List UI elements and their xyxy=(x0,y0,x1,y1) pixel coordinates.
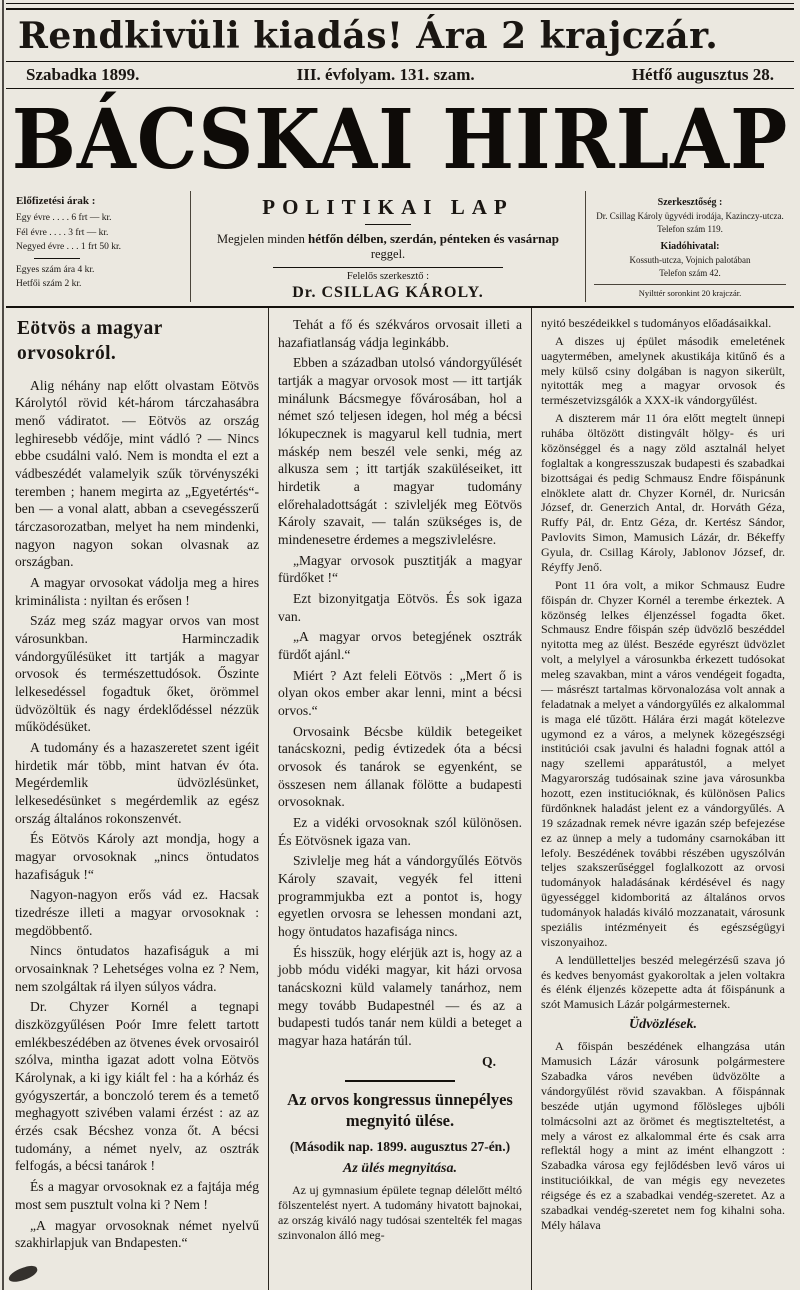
article-headline: Az orvos kongressus ünnepélyes megnyitó ülése. xyxy=(287,1090,513,1131)
publisher-office-line: Telefon szám 42. xyxy=(659,268,721,279)
paragraph: „A magyar orvos betegjének osztrák fürdőt ajánl.“ xyxy=(278,629,522,662)
header-center xyxy=(191,191,585,302)
editorial-office-line: Dr. Csillag Károly ügyvédi irodája, Kazinczy-utcza. xyxy=(596,211,784,222)
paragraph: Ebben a században utolsó vándorgyűlését tartják a magyar orvosok most — itt tartják minálunk Bácsmegye fővárosában, hol a német szó teljesen idegen, hol még a bécsi lókupecznek is magyarul kell tudnia, mert máskép nem beszél vele senki, még az alkusza sem ; itt tartják szaküléseiket, itt hirdetik a magyar tudomány előrehaladottságát : szivleljék meg Eötvös Károly szavait, — talán szükséges is, de mindenesetre érdemes a megszivlelésre. xyxy=(278,355,522,547)
section-heading: Az ülés megnyitása. xyxy=(343,1161,457,1177)
publisher-office-line: Kossuth-utcza, Vojnich palotában xyxy=(629,255,751,265)
paragraph: A főispán beszédének elhangzása után Mamusich Lázár városunk polgármestere Szabadka város nevében üdvözölte a vándorgyűlést rövid szavakban. A főispánnak beszéde utján ugymond főlösleges ujbóli tolmácsolni azt az örömet és megtiszteltetést, a mely a várost ez alkalommal érte és csak arra reflektál hogy a mint az imént elhangzott : Szabadka városa egy fejlődésben levő város ui institucióikkal, de van mégis egy nevezetes réigsége és ez a szabadkai vendég-szeretet. Az a szabadkai vendég-szeretet nem fog kihalni soha. Mély hálava xyxy=(541,1039,785,1232)
paragraph: „Magyar orvosok pusztitják a magyar fürdőket !“ xyxy=(278,552,522,586)
header-info-row xyxy=(6,191,794,308)
small-divider-rule xyxy=(273,267,503,268)
article-dateline: (Második nap. 1899. augusztus 27-én.) xyxy=(289,1138,511,1154)
schedule-prefix: Megjelen minden xyxy=(217,231,308,246)
paragraph: A magyar orvosokat vádolja meg a hires kriminálista : nyiltan és erősen ! xyxy=(15,574,259,608)
subscription-box xyxy=(6,191,191,302)
subscription-line: Hetfői szám 2 kr. xyxy=(16,279,82,290)
dateline-issue: III. évfolyam. 131. szam. xyxy=(296,65,475,85)
paragraph: És hisszük, hogy elérjük azt is, hogy az a jobb módu vidéki magyar, kit házi orvosa tanácskozni küld valamely tanárhoz, nem megy tovább Budapestnél — és az a budapesti tudós tanár nem küldi a beteget a magyar haza határán túl. xyxy=(278,944,522,1049)
paragraph: Szivlelje meg hát a vándorgyűlés Eötvös Károly szavait, vegyék fel itteni programmjukba ezt a pontot is, hogy egyetlen orvosra se lehessen mondani azt, hogy öntudatos hazafisága nincs. xyxy=(278,853,522,940)
publication-schedule xyxy=(199,231,577,262)
top-border-rules xyxy=(6,3,794,10)
column-2 xyxy=(269,308,531,1290)
paragraph: Nagyon-nagyon erős vád ez. Hacsak tizedrésze illeti a magyar orvosoknak : megdöbbentő. xyxy=(15,887,259,938)
column-3 xyxy=(532,308,794,1290)
editorial-office-title: Szerkesztőség : xyxy=(657,196,723,208)
paragraph: És Eötvös Károly azt mondja, hogy a magyar orvosoknak „nincs öntudatos hazafiságuk !“ xyxy=(15,831,259,882)
article-columns xyxy=(6,308,794,1290)
paragraph: Dr. Chyzer Kornél a tegnapi diszközgyűlésen Poór Imre felett tartott emlékbeszédében az ötvenes évek orvosairól szólva, mintha igazat adott volna Eötvös Károlynak, a ki igy kiált fel : ha a kórház és gyógyszertár, a bonczoló terem és a temető meghagyott szivében valami érzést : az az érzés csak Bécshez vonza őt. A bécsi tudomány, a német nyelv, az osztrák felfogás, a bécsi tanárok ! xyxy=(15,999,259,1174)
schedule-suffix: reggel. xyxy=(370,246,406,261)
editor-name: Dr. CSILLAG KÁROLY. xyxy=(292,283,484,301)
paragraph: Pont 11 óra volt, a mikor Schmausz Eudre főispán dr. Chyzer Kornél a terembe érkeztek. A közönség lelkes éljenzéssel fogadta őket. Schmausz Endre főispán szép üdvözlő beszéddel nyitotta meg az ülést. Beszéde egyrészt üdvözlet volt, a melylyel a városunkba érkezett tudósokat meleg szavakban, mint a város vendégeit fogadta, — másrészt tartalmas körvonalozása volt annak a feladatnak a melyet a vándorgyűlés ez alkalommal is maga elé tűzött. Hálára érzi magát kötelezve ugymond ez a város, a melynek közegészségi institúciói csak javulni és haladni fognak attól a nagy szellemi apparátustól, a melyet Magyarország tudósainak szine java városunkba hozott, ezen institucióknak, és különösen Palics fürdőnknek haladást jelent ez a vándorgyűlés. A 19 századnak remek névre igazán szép befejezése ez az ünnep a mely a tudomány csarnokában itt lefoly. Beszédének további részében ugyszólván teljes szakszerűséggel foglalkozott az orvosi tudományok haladásának kérdésével és nagy ügyességgel kidomboritá az általános orvos tudományok haladás kiváló mozzanatait, városunk speziális intézményeit és egészségügyi viszonyaihoz. xyxy=(541,577,785,949)
small-divider-rule xyxy=(365,224,411,225)
section-heading: Üdvözlések. xyxy=(628,1017,698,1033)
paragraph: nyitó beszédeikkel s tudományos előadásaikkal. xyxy=(541,315,772,330)
paragraph: „A magyar orvosoknak német nyelvű szakhirlapjuk van Bndapesten.“ xyxy=(15,1217,259,1251)
editorial-office-box xyxy=(585,191,794,302)
paragraph: És a magyar orvosoknak ez a fajtája még most sem pusztult volna ki ? Nem ! xyxy=(15,1179,259,1212)
dateline-date: Hétfő augusztus 28. xyxy=(631,65,774,85)
paragraph: Orvosaink Bécsbe küldik betegeiket tanácskozni, pedig évtizedek óta a bécsi orvosok és tanárok se egyenként, se összesen nem állanak fölötte a budapesti orvosoknak. xyxy=(278,723,522,810)
paragraph: Ez a vidéki orvosoknak szól különösen. És Eötvösnek igaza van. xyxy=(278,815,522,848)
article-headline: Eötvös a magyar orvosokról. xyxy=(17,317,163,365)
paragraph: Tehát a fő és székváros orvosait illeti a hazafiatlanság vádja leginkább. xyxy=(278,316,522,350)
column-1 xyxy=(6,308,268,1290)
subscription-box-title: Előfizetési árak : xyxy=(16,194,96,207)
paragraph: A lendülletteljes beszéd melegérzésű szava jó és kedves benyomást gyakoroltak a jelen voltakra és élénk éljenzés közepette adta át főispánunk a szót Mamusich Lázár polgármesternek. xyxy=(541,952,785,1012)
subscription-line: Fél évre . . . . 3 frt — kr. xyxy=(16,227,109,238)
section-divider xyxy=(345,1080,455,1082)
paragraph: A diszes uj épület második emeletének uagytermében, amelynek akustikája kitűnő és a mely külső csiny dolgában is nagyon sikerült, nyitották meg a magyar orvosok és természetvizsgálók a XXX-ik vándorgyűlést. xyxy=(541,333,785,408)
extra-edition-banner: Rendkivüli kiadás! Ára 2 krajczár. xyxy=(6,10,794,62)
paper-subtitle: POLITIKAI LAP xyxy=(262,194,514,219)
editor-label: Felelős szerkesztő : xyxy=(346,270,430,282)
schedule-days: hétfőn délben, szerdán, pénteken és vasárnap xyxy=(307,230,559,246)
paragraph: Ezt bizonyitgatja Eötvös. És sok igaza van. xyxy=(278,590,522,624)
paragraph: Alig néhány nap előtt olvastam Eötvös Károlytól rövid két-három tárczahasábra menő vádiratot. — Eötvös az ország leghiresebb védője, mint vádló ? — Nincs ebbe csudálni való. Nem is mondta el ezt a vádbeszédét valamelyik szűk törvényszéki teremben ; hanem megirta az „Egyetértés“-ben — a vonal alatt, abban a csevegésszerű tárczasorozatban, melyet ha nem mindenki, nagyon nagyon sokan olvasnak az országban. xyxy=(15,377,259,570)
dateline-place: Szabadka 1899. xyxy=(26,65,140,85)
subscription-line: Negyed évre . . . 1 frt 50 kr. xyxy=(16,241,121,252)
paragraph: Miért ? Azt feleli Eötvös : „Mert ő is olyan okos ember akar lenni, mint a bécsi orvos.“ xyxy=(278,667,522,719)
masthead-title: BÁCSKAI HIRLAP xyxy=(11,91,789,188)
paragraph: A tudomány és a hazaszeretet szent igéit hirdetik már több, mint hatvan év óta. Megérdemlik üdvözlésünket, lelkesedésünket s megérdemlik az egész ország általános rokonszenvét. xyxy=(15,740,259,826)
small-divider-rule xyxy=(34,258,80,259)
subscription-line: Egyes szám ára 4 kr. xyxy=(16,265,95,276)
open-column-rate: Nyilttér soronkint 20 krajczár. xyxy=(594,284,786,299)
page-edge-line xyxy=(2,0,4,1290)
subscription-line: Egy évre . . . . 6 frt — kr. xyxy=(16,213,112,224)
paragraph: Száz meg száz magyar orvos van most városunkban. Harminczadik vándorgyűlésüket itt tartják a magyar orvosok és természettudósok. Őszinte lelkesedéssel fogadtuk őket, örömmel üdvözöltük és nagy érdeklődéssel nézzük működésüket. xyxy=(15,613,259,735)
publisher-office-title: Kiadóhivatal: xyxy=(660,240,720,252)
author-signature: Q. xyxy=(482,1053,496,1069)
paragraph: A diszterem már 11 óra előtt megtelt ünnepi ruhába öltözött distingvált hölgy- és uri közönséggel és a nagy zöld asztalnál helyet foglaltak a kongresszuszak budapesti és szabadkai bizottságai és pedig Schmausz Endre főispánunk elnöklete alatt dr. Chyzer Kornél, dr. Nuricsán József, dr. Generzich Antal, dr. Horváth Géza, Ruffy Pál, dr. Entz Géza, dr. Kertész Sándor, Pavlovits Simon, Mamusich Lázár, dr. Békeffy Gyula, dr. Csillag Károly, Jablonov József, dr. Réyffy Jenő. xyxy=(541,411,785,574)
editorial-office-line: Telefon szám 119. xyxy=(657,224,723,235)
paragraph: Az uj gymnasium épülete tegnap délelőtt méltó fölszentelést nyert. A tudomány hivatott bajnokai, az ország kiváló nagy tudósai szentelték fel magas szinvonalon álló meg- xyxy=(278,1183,522,1243)
dateline-row xyxy=(6,62,794,89)
paragraph: Nincs öntudatos hazafiságuk a mi orvosainknak ? Lehetséges volna ez ? Nem, nem szolgáltak rá ilyen súlyos vádra. xyxy=(15,943,259,994)
